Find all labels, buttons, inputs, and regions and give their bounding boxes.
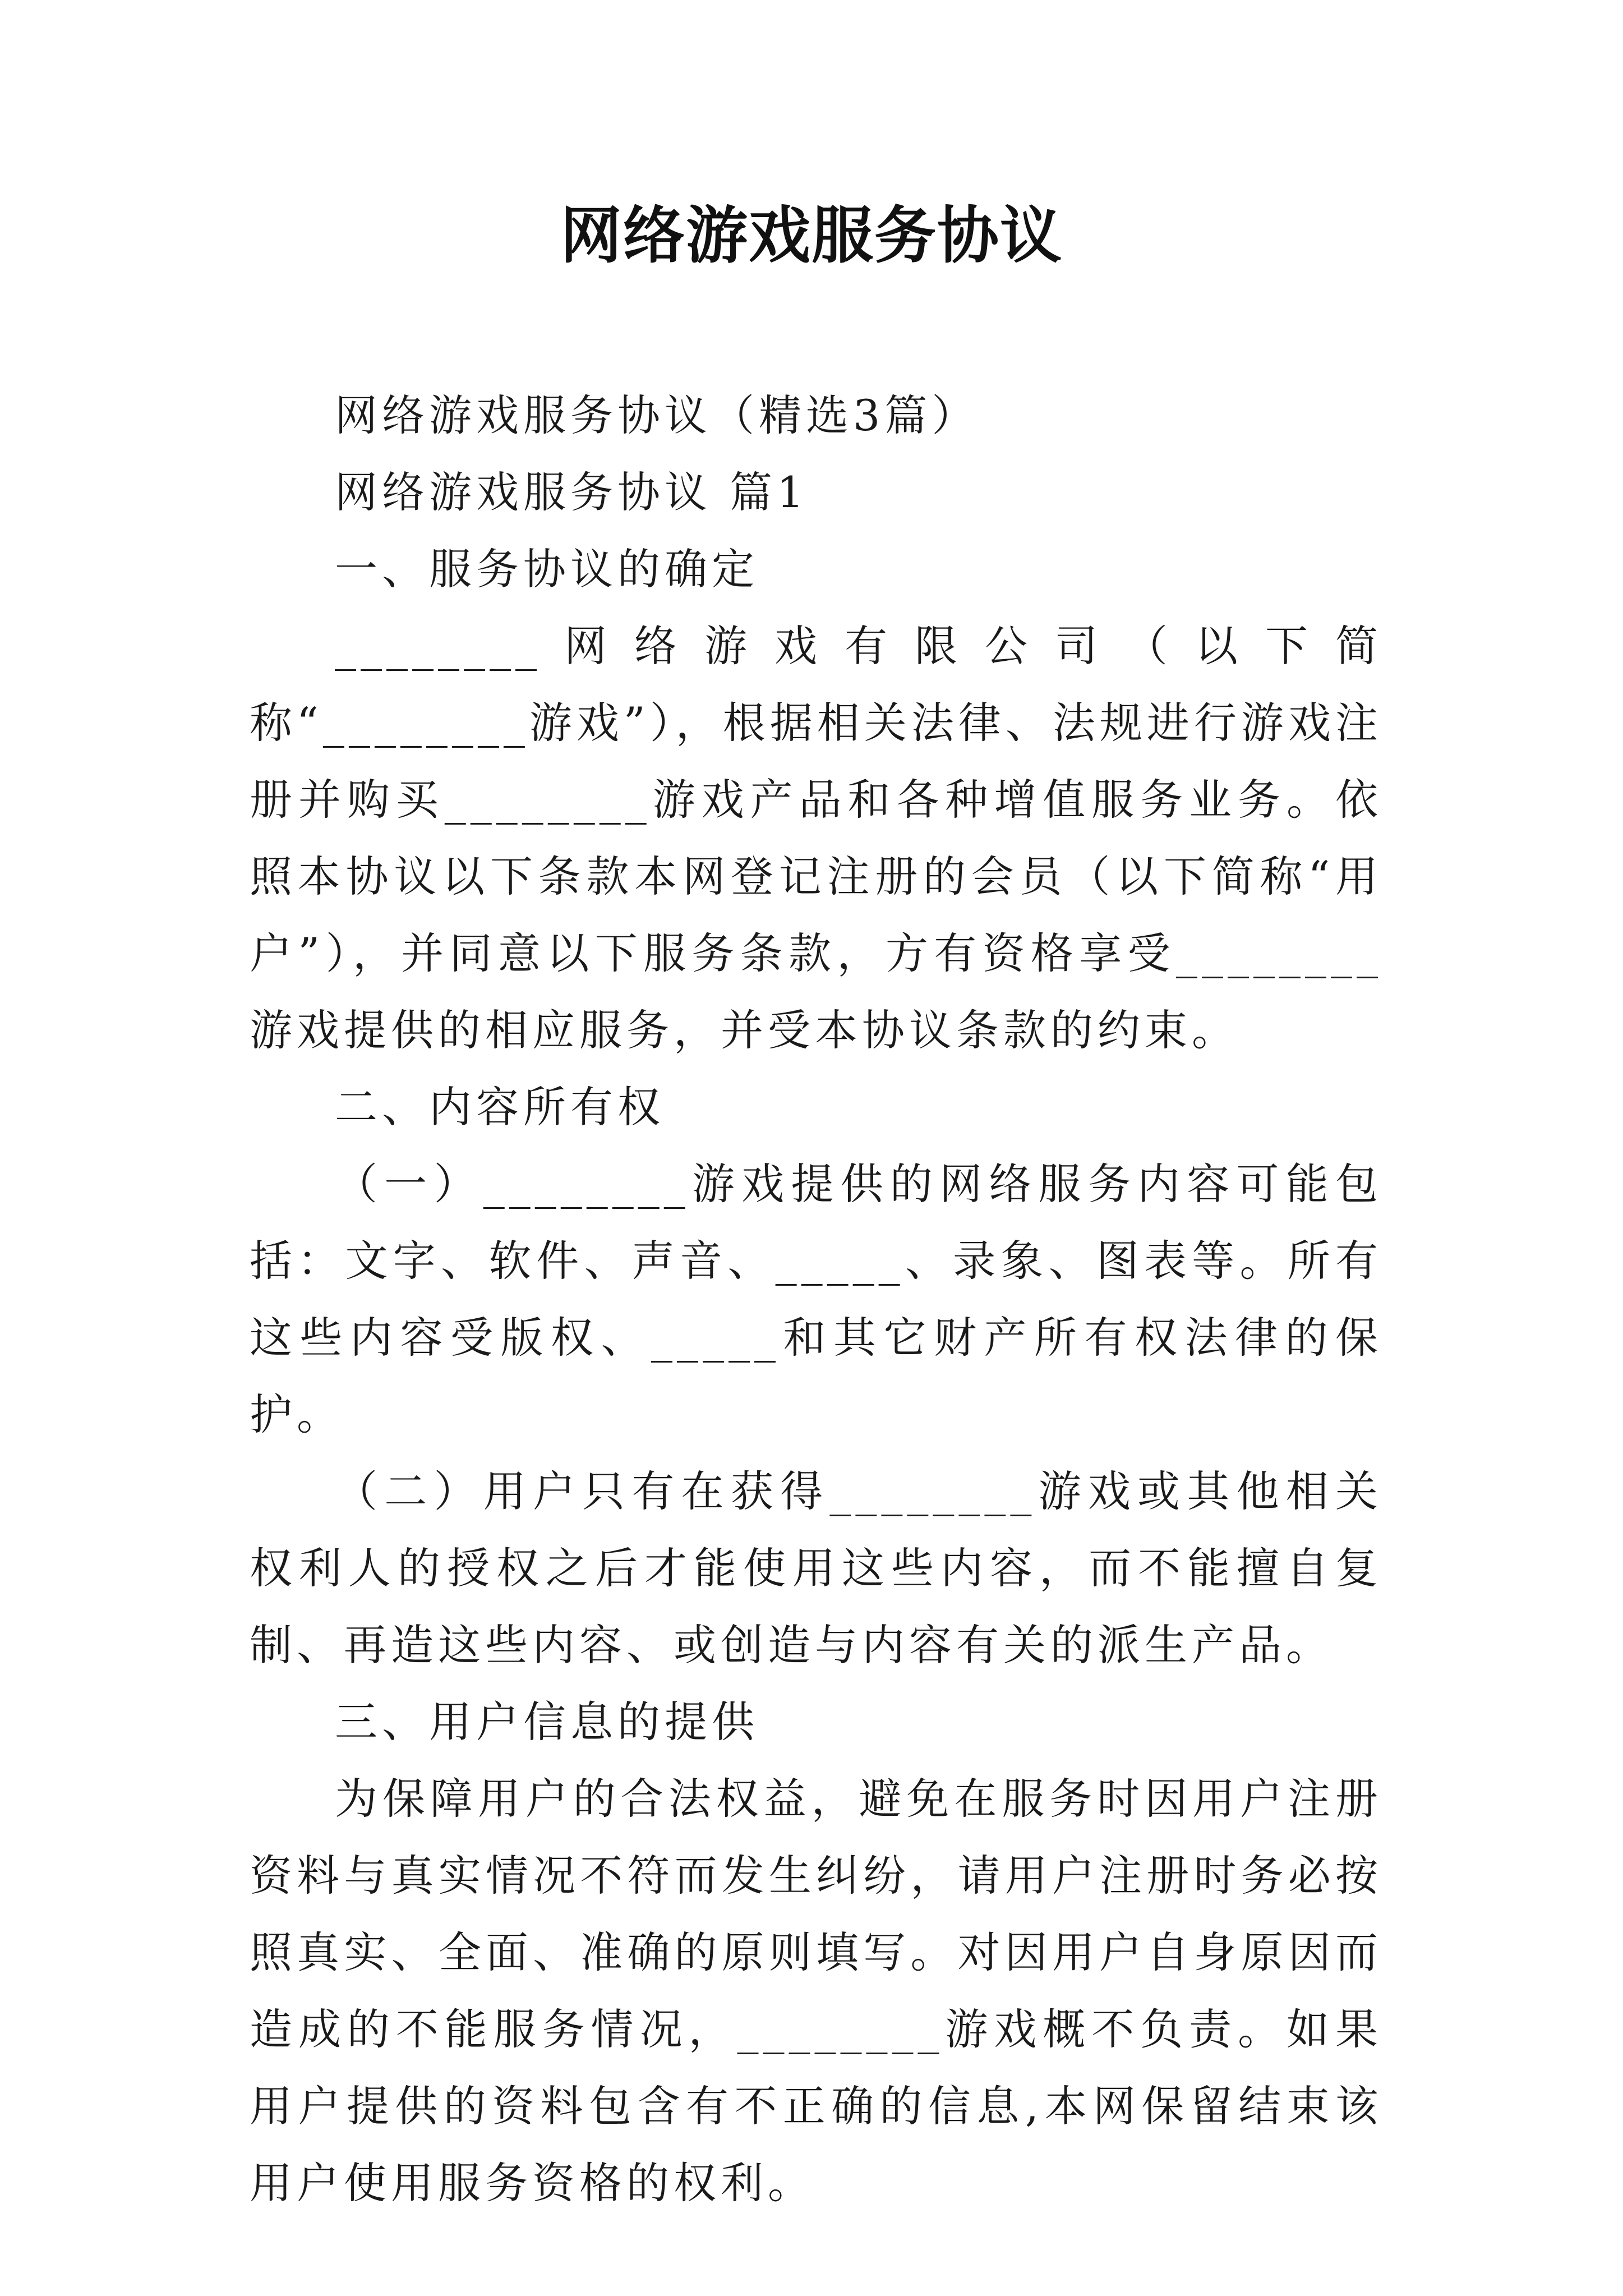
document-body <box>250 377 1382 2221</box>
paragraph-user-information: 为保障用户的合法权益，避免在服务时因用户注册资料与真实情况不符而发生纠纷，请用户注册时务必按照真实、全面、准确的原则填写。对因用户自身原因而造成的不能服务情况，________游戏概不负责。如果用户提供的资料包含有不正确的信息,本网保留结束该用户使用服务资格的权利。 <box>250 1774 1382 2208</box>
section-heading-1: 一、服务协议的确定 <box>335 544 759 594</box>
paragraph-content-ownership-1: （一）________游戏提供的网络服务内容可能包括：文字、软件、声音、_____、录象、图表等。所有这些内容受版权、_____和其它财产所有权法律的保护。 <box>250 1159 1382 1439</box>
paragraph-part-heading: 网络游戏服务协议 篇1 <box>335 467 809 517</box>
section-heading-3: 三、用户信息的提供 <box>335 1697 759 1747</box>
paragraph-content-ownership-2: （二）用户只有在获得________游戏或其他相关权利人的授权之后才能使用这些内容，而不能擅自复制、再造这些内容、或创造与内容有关的派生产品。 <box>250 1466 1382 1670</box>
document-title: 网络游戏服务协议 <box>560 199 1063 272</box>
paragraph-agreement-confirmation: ________网络游戏有限公司（以下简称“________游戏”），根据相关法律、法规进行游戏注册并购买________游戏产品和各种增值服务业务。依照本协议以下条款本网登记注册的会员（以下简称“用户”），并同意以下服务条款，方有资格享受________游戏提供的相应服务，并受本协议条款的约束。 <box>250 621 1382 1055</box>
section-heading-2: 二、内容所有权 <box>335 1082 665 1132</box>
paragraph-collection-title: 网络游戏服务协议（精选3篇） <box>335 390 979 440</box>
